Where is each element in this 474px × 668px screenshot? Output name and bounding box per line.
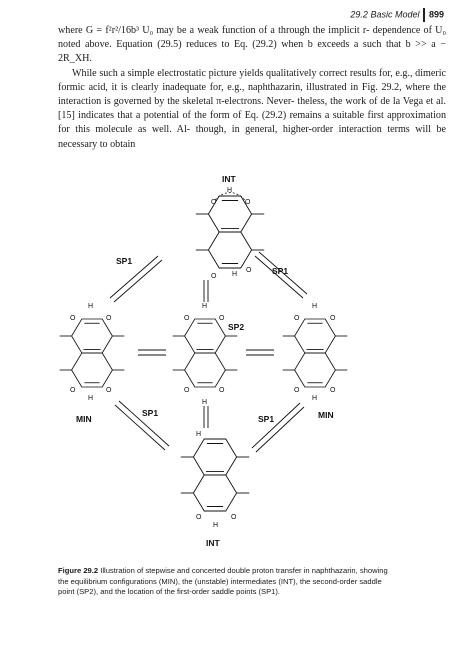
- line: in Fig. 29.2, where the interaction is governed by the skeletal π-electrons. Never-: [58, 81, 446, 108]
- atom-o: O: [294, 387, 300, 394]
- body-text: [58, 24, 446, 152]
- caption-line: naphthazarin, showing the equilibrium configurations (MIN), the (unstable): [58, 566, 388, 586]
- line: While such a simple electrostatic picture yields qualitatively correct results for,: [72, 67, 393, 79]
- molecule-int-top: [196, 196, 264, 268]
- header-rule: [423, 8, 425, 22]
- atom-o: O: [231, 514, 237, 521]
- caption-line: Illustration of stepwise and concerted double proton transfer in: [100, 566, 310, 575]
- line: theless, the work of de la Vega et al. [15] indicates that a potential of the form of: [58, 96, 446, 122]
- label-sp2: SP2: [228, 322, 245, 332]
- atom-o: O: [294, 315, 300, 322]
- atom-o: O: [330, 315, 336, 322]
- naphthazarin-diagram: [0, 170, 474, 550]
- atom-h: H: [312, 303, 318, 310]
- line: dependence of U₀ noted above. Equation (29.5) reduces to Eq. (29.2) when b: [58, 25, 446, 51]
- line: exceeds a such that b >> a − 2R_XH.: [58, 39, 446, 65]
- atom-o: O: [245, 199, 251, 206]
- atom-h: H: [312, 395, 318, 402]
- atom-o: O: [196, 514, 202, 521]
- atom-o: O: [106, 315, 112, 322]
- line: e.g., dimeric formic acid, it is clearly inadequate for, e.g., naphthazarin, illustrated: [58, 67, 447, 93]
- caption-line: of the first-order saddle points (SP1).: [155, 587, 281, 596]
- atom-o: O: [70, 315, 76, 322]
- label-sp1-bottom-right: SP1: [258, 414, 275, 424]
- label-int-bottom: INT: [206, 538, 220, 548]
- page-number: 899: [428, 9, 444, 20]
- line: Eq. (29.2) remains a suitable first approximation for this molecule as well. Al-: [58, 110, 446, 136]
- atom-h: H: [88, 395, 94, 402]
- label-sp1-top-right: SP1: [272, 266, 289, 276]
- atom-h: H: [213, 522, 219, 529]
- atom-o: O: [211, 199, 217, 206]
- atom-o: O: [184, 387, 190, 394]
- atom-h: H: [88, 303, 94, 310]
- atom-h: H: [202, 303, 208, 310]
- line: where G = f²r²/16b³ U₀ may be a weak function of a through the implicit r-: [58, 25, 370, 36]
- molecule-int-bottom: [181, 439, 249, 511]
- label-sp1-bottom-left: SP1: [142, 408, 159, 418]
- atom-h: H: [196, 431, 202, 438]
- atom-o: O: [70, 387, 76, 394]
- atom-h: H: [232, 271, 238, 278]
- caption-label: Figure 29.2: [58, 566, 99, 575]
- atom-o: O: [330, 387, 336, 394]
- line: though, in general, higher-order interaction terms will be necessary to obtain: [58, 124, 447, 150]
- atom-o: O: [219, 387, 225, 394]
- label-min-right: MIN: [318, 410, 334, 420]
- transition-arrows: [110, 252, 307, 452]
- atom-h: H: [202, 399, 208, 406]
- atom-h: H: [227, 187, 233, 194]
- atom-o: O: [106, 387, 112, 394]
- running-header: [350, 8, 444, 22]
- atom-o: O: [184, 315, 190, 322]
- atom-o: O: [246, 267, 252, 274]
- figure-caption: [58, 566, 388, 598]
- paragraph-2: [58, 67, 446, 152]
- caption-line: intermediates (INT), the second-order saddle point (SP2), and the location: [58, 576, 382, 596]
- label-sp1-top-left: SP1: [116, 256, 133, 266]
- molecule-min-left: [60, 319, 125, 387]
- label-int-top: INT: [222, 174, 236, 184]
- label-min-left: MIN: [76, 414, 92, 424]
- paragraph-1: [58, 24, 446, 67]
- molecule-min-right: [283, 319, 348, 387]
- section-title: 29.2 Basic Model: [350, 9, 420, 20]
- atom-o: O: [211, 273, 217, 280]
- atom-o: O: [219, 315, 225, 322]
